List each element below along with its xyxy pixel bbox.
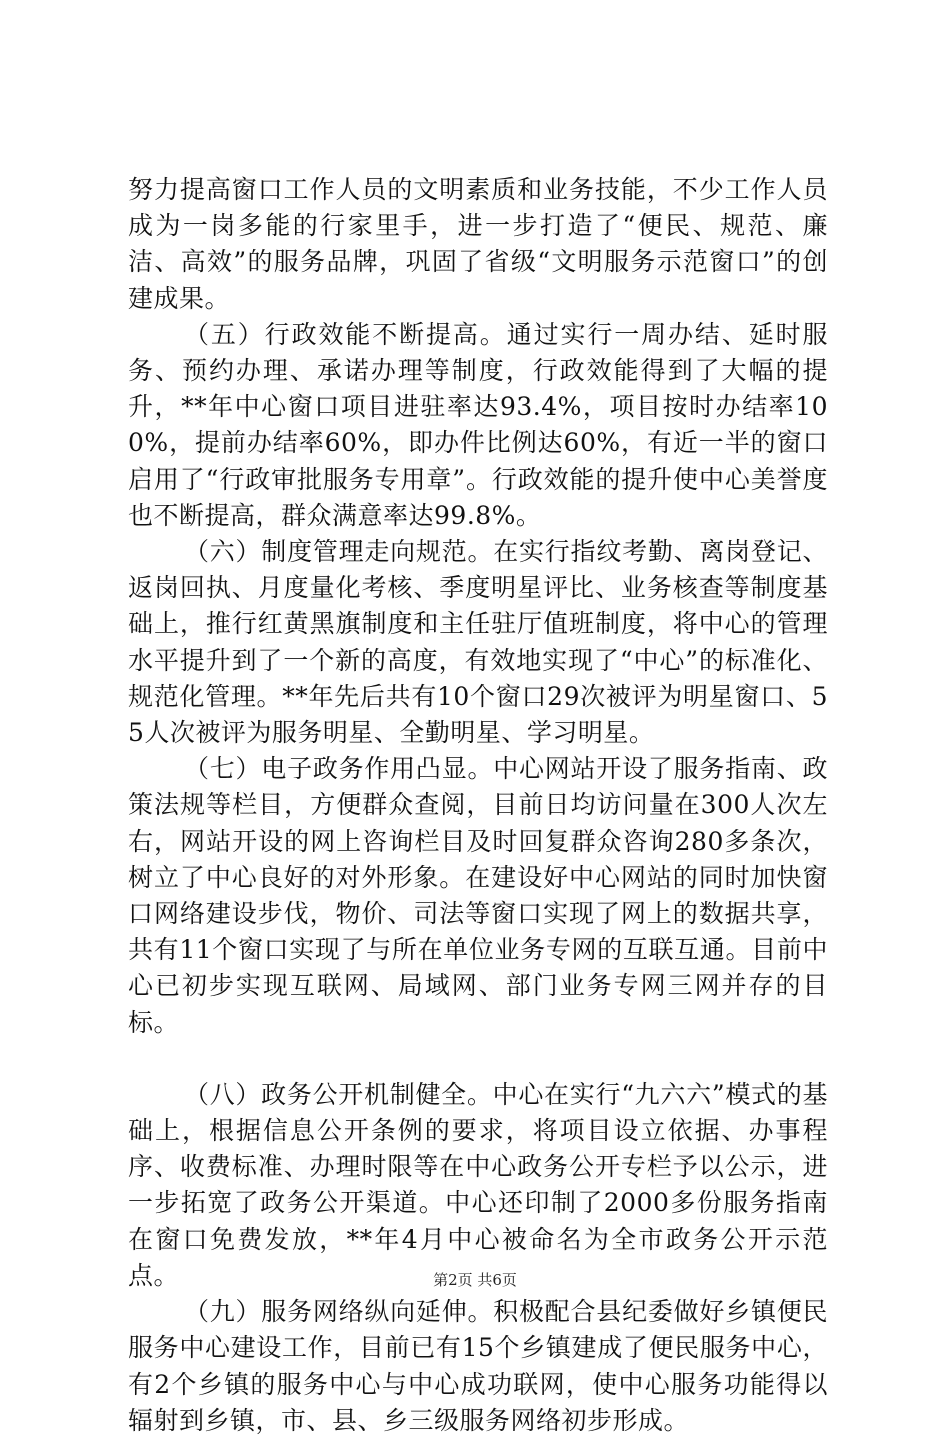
page-number-footer: 第2页 共6页 <box>433 1271 517 1289</box>
paragraph-section-7: （七）电子政务作用凸显。中心网站开设了服务指南、政策法规等栏目，方便群众查阅，目前日均访问量在300人次左右，网站开设的网上咨询栏目及时回复群众咨询280多条次，树立了中心良好的对外形象。在建设好中心网站的同时加快窗口网络建设步伐，物价、司法等窗口实现了网上的数据共享，共有11个窗口实现了与所在单位业务专网的互联互通。目前中心已初步实现互联网、局域网、部门业务专网三网并存的目标。 <box>128 754 828 1037</box>
paragraph-section-6: （六）制度管理走向规范。在实行指纹考勤、离岗登记、返岗回执、月度量化考核、季度明星评比、业务核查等制度基础上，推行红黄黑旗制度和主任驻厅值班制度，将中心的管理水平提升到了一个新的高度，有效地实现了“中心”的标准化、规范化管理。**年先后共有10个窗口29次被评为明星窗口、55人次被评为服务明星、全勤明星、学习明星。 <box>128 537 828 748</box>
paragraph-gap <box>128 1041 828 1077</box>
paragraph-section-8: （八）政务公开机制健全。中心在实行“九六六”模式的基础上，根据信息公开条例的要求，将项目设立依据、办事程序、收费标准、办理时限等在中心政务公开专栏予以公示，进一步拓宽了政务公开渠道。中心还印制了2000多份服务指南在窗口免费发放，**年4月中心被命名为全市政务公开示范点。 <box>128 1079 828 1290</box>
paragraph-section-5: （五）行政效能不断提高。通过实行一周办结、延时服务、预约办理、承诺办理等制度，行政效能得到了大幅的提升，**年中心窗口项目进驻率达93.4%，项目按时办结率100%，提前办结率60%，即办件比例达60%，有近一半的窗口启用了“行政审批服务专用章”。行政效能的提升使中心美誉度也不断提高，群众满意率达99.8%。 <box>128 319 828 530</box>
paragraph-section-9: （九）服务网络纵向延伸。积极配合县纪委做好乡镇便民服务中心建设工作，目前已有15个乡镇建成了便民服务中心，有2个乡镇的服务中心与中心成功联网，使中心服务功能得以辐射到乡镇，市、县、乡三级服务网络初步形成。 <box>128 1297 828 1435</box>
document-body <box>128 172 828 1439</box>
paragraph-continuation: 努力提高窗口工作人员的文明素质和业务技能，不少工作人员成为一岗多能的行家里手，进一步打造了“便民、规范、廉洁、高效”的服务品牌，巩固了省级“文明服务示范窗口”的创建成果。 <box>128 175 828 313</box>
